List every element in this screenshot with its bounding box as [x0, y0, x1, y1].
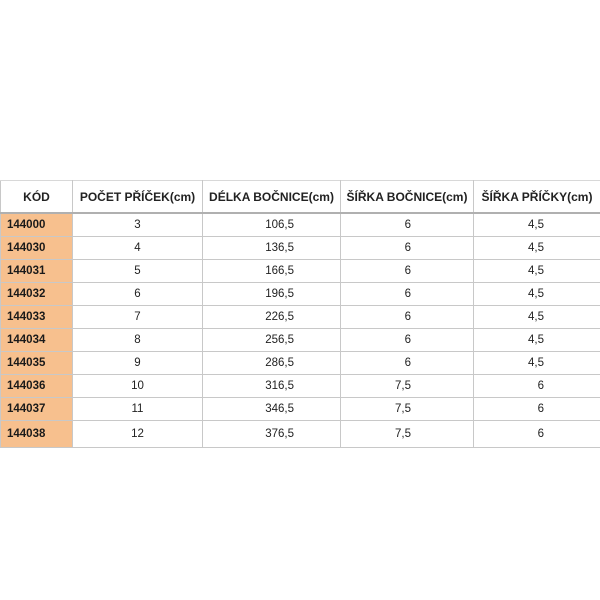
cell-side-width: 6 [341, 329, 474, 352]
cell-code: 144033 [1, 306, 73, 329]
table-header-row [1, 181, 600, 214]
cell-side-length: 376,5 [203, 421, 341, 448]
cell-side-length: 226,5 [203, 306, 341, 329]
product-spec-table-container [0, 180, 600, 448]
cell-side-width: 6 [341, 283, 474, 306]
cell-rung-count: 3 [73, 213, 203, 237]
table-row [1, 352, 600, 375]
cell-side-width: 6 [341, 306, 474, 329]
cell-rung-count: 8 [73, 329, 203, 352]
cell-side-length: 346,5 [203, 398, 341, 421]
cell-code: 144035 [1, 352, 73, 375]
cell-side-length: 166,5 [203, 260, 341, 283]
cell-side-length: 286,5 [203, 352, 341, 375]
cell-rung-count: 4 [73, 237, 203, 260]
product-spec-table [0, 180, 600, 448]
cell-rung-count: 7 [73, 306, 203, 329]
header-code: KÓD [1, 181, 73, 214]
cell-rung-count: 5 [73, 260, 203, 283]
cell-code: 144032 [1, 283, 73, 306]
cell-rung-count: 12 [73, 421, 203, 448]
header-side-length: DÉLKA BOČNICE(cm) [203, 181, 341, 214]
cell-rung-width: 4,5 [474, 260, 600, 283]
cell-rung-count: 6 [73, 283, 203, 306]
cell-rung-width: 6 [474, 398, 600, 421]
cell-rung-width: 4,5 [474, 213, 600, 237]
cell-rung-width: 6 [474, 375, 600, 398]
cell-side-width: 7,5 [341, 375, 474, 398]
cell-rung-count: 9 [73, 352, 203, 375]
cell-side-width: 6 [341, 213, 474, 237]
cell-rung-width: 4,5 [474, 306, 600, 329]
cell-side-width: 6 [341, 352, 474, 375]
cell-side-width: 6 [341, 260, 474, 283]
cell-code: 144036 [1, 375, 73, 398]
cell-side-length: 316,5 [203, 375, 341, 398]
cell-side-length: 136,5 [203, 237, 341, 260]
table-row [1, 260, 600, 283]
header-rung-count: POČET PŘÍČEK(cm) [73, 181, 203, 214]
cell-code: 144038 [1, 421, 73, 448]
cell-side-width: 6 [341, 237, 474, 260]
cell-code: 144037 [1, 398, 73, 421]
table-row [1, 213, 600, 237]
cell-side-length: 106,5 [203, 213, 341, 237]
cell-rung-count: 10 [73, 375, 203, 398]
cell-side-length: 196,5 [203, 283, 341, 306]
cell-code: 144034 [1, 329, 73, 352]
table-row [1, 306, 600, 329]
cell-rung-width: 4,5 [474, 237, 600, 260]
cell-rung-width: 4,5 [474, 283, 600, 306]
header-side-width: ŠÍŘKA BOČNICE(cm) [341, 181, 474, 214]
cell-side-width: 7,5 [341, 421, 474, 448]
table-row [1, 329, 600, 352]
cell-rung-count: 11 [73, 398, 203, 421]
table-row [1, 398, 600, 421]
cell-side-width: 7,5 [341, 398, 474, 421]
cell-rung-width: 4,5 [474, 329, 600, 352]
cell-rung-width: 6 [474, 421, 600, 448]
table-row [1, 375, 600, 398]
table-row [1, 283, 600, 306]
table-row [1, 421, 600, 448]
cell-code: 144030 [1, 237, 73, 260]
cell-code: 144031 [1, 260, 73, 283]
cell-rung-width: 4,5 [474, 352, 600, 375]
header-rung-width: ŠÍŘKA PŘÍČKY(cm) [474, 181, 600, 214]
table-row [1, 237, 600, 260]
cell-code: 144000 [1, 213, 73, 237]
cell-side-length: 256,5 [203, 329, 341, 352]
